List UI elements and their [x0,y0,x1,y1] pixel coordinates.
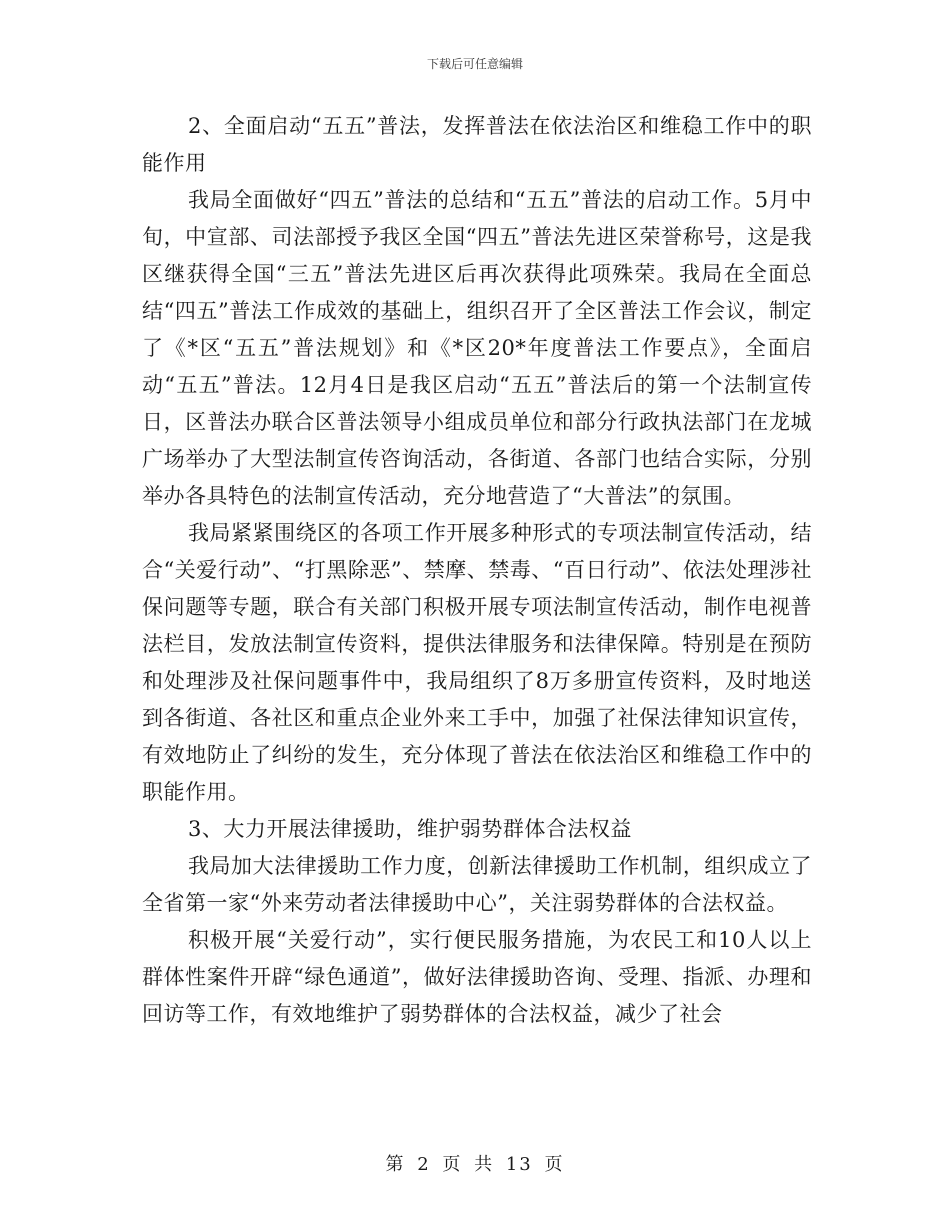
page-number-footer: 第 2 页 共 13 页 [385,1154,565,1175]
page-header-note: 下载后可任意编辑 [426,57,523,71]
body-paragraph: 积极开展“关爱行动”，实行便民服务措施，为农民工和10人以上群体性案件开辟“绿色通道”，做好法律援助咨询、受理、指派、办理和回访等工作，有效地维护了弱势群体的合法权益，减少了社会 [142,928,812,1026]
section-heading-2: 2、全面启动“五五”普法，发挥普法在依法治区和维稳工作中的职能作用 [142,114,812,175]
section-heading-3: 3、大力开展法律援助，维护弱势群体合法权益 [188,817,632,841]
document-body [142,108,812,1033]
body-paragraph: 我局加大法律援助工作力度，创新法律援助工作机制，组织成立了全省第一家“外来劳动者法律援助中心”，关注弱势群体的合法权益。 [142,854,812,915]
body-paragraph: 我局紧紧围绕区的各项工作开展多种形式的专项法制宣传活动，结合“关爱行动”、“打黑除恶”、禁摩、禁毒、“百日行动”、依法处理涉社保问题等专题，联合有关部门积极开展专项法制宣传活动，制作电视普法栏目，发放法制宣传资料，提供法律服务和法律保障。特别是在预防和处理涉及社保问题事件中，我局组织了8万多册宣传资料，及时地送到各街道、各社区和重点企业外来工手中，加强了社保法律知识宣传，有效地防止了纠纷的发生，充分体现了普法在依法治区和维稳工作中的职能作用。 [142,521,812,804]
body-paragraph: 我局全面做好“四五”普法的总结和“五五”普法的启动工作。5月中旬，中宣部、司法部授予我区全国“四五”普法先进区荣誉称号，这是我区继获得全国“三五”普法先进区后再次获得此项殊荣。我局在全面总结“四五”普法工作成效的基础上，组织召开了全区普法工作会议，制定了《*区“五五”普法规划》和《*区20*年度普法工作要点》，全面启动“五五”普法。12月4日是我区启动“五五”普法后的第一个法制宣传日，区普法办联合区普法领导小组成员单位和部分行政执法部门在龙城广场举办了大型法制宣传咨询活动，各街道、各部门也结合实际，分别举办各具特色的法制宣传活动，充分地营造了“大普法”的氛围。 [142,188,812,508]
